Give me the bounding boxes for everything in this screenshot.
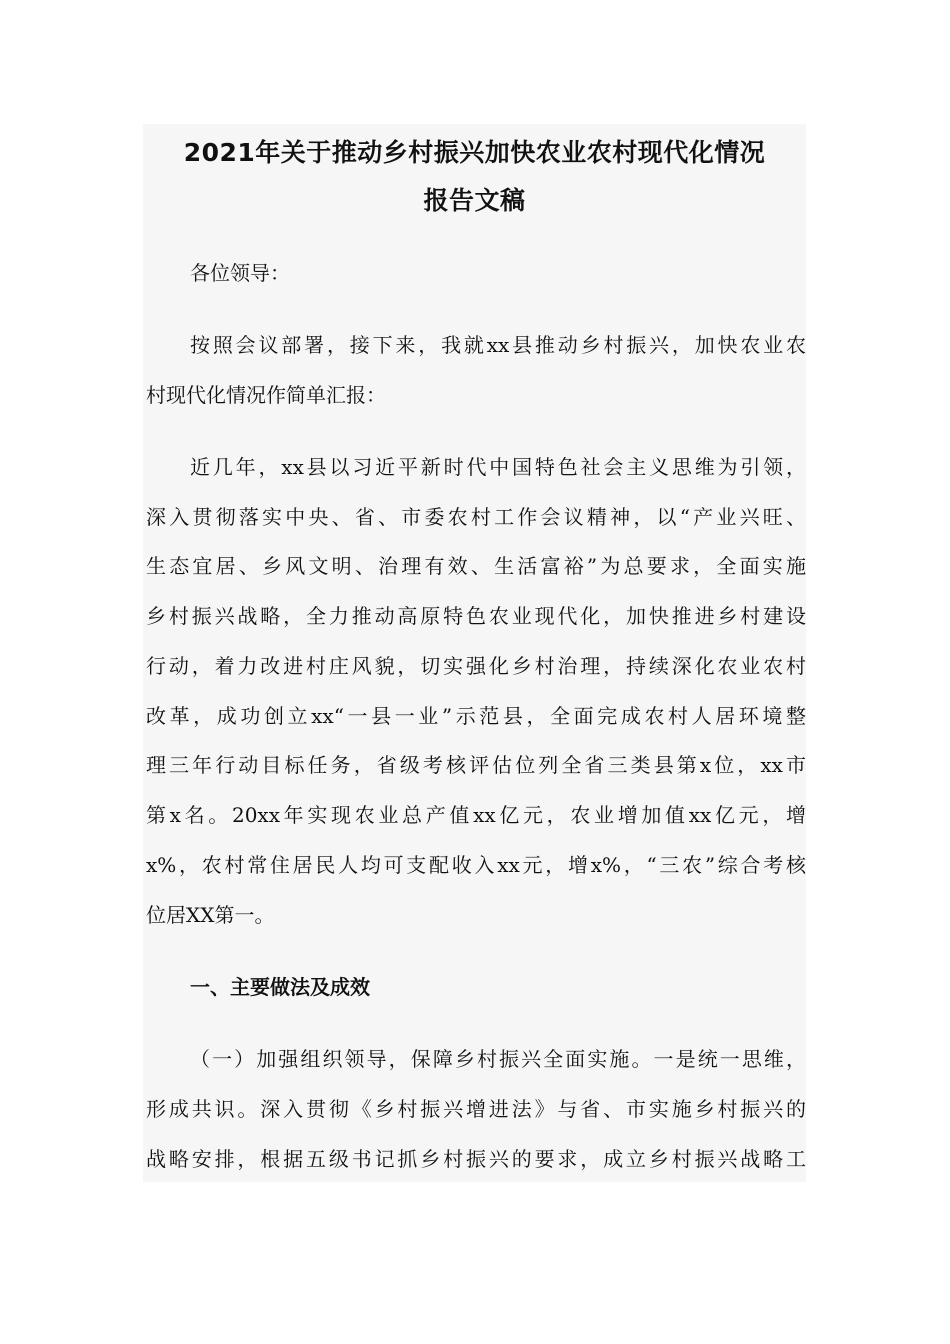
overview-line: 乡村振兴战略，全力推动高原特色农业现代化，加快推进乡村建设 bbox=[146, 604, 806, 628]
overview-line: 行动，着力改进村庄风貌，切实强化乡村治理，持续深化农业农村 bbox=[146, 654, 806, 678]
section-heading: 一、主要做法及成效 bbox=[190, 975, 370, 999]
overview-line: x%，农村常住居民人均可支配收入xx元，增x%，“三农”综合考核 bbox=[146, 853, 806, 877]
section-paragraph-line: 战略安排，根据五级书记抓乡村振兴的要求，成立乡村振兴战略工 bbox=[146, 1147, 806, 1171]
intro-line: 按照会议部署，接下来，我就xx县推动乡村振兴，加快农业农 bbox=[190, 333, 806, 357]
document-title-line-1: 2021年关于推动乡村振兴加快农业农村现代化情况 bbox=[183, 138, 766, 167]
section-paragraph-line: 形成共识。深入贯彻《乡村振兴增进法》与省、市实施乡村振兴的 bbox=[146, 1097, 806, 1121]
overview-line: 改革，成功创立xx“一县一业”示范县，全面完成农村人居环境整 bbox=[146, 704, 806, 728]
salutation: 各位领导： bbox=[190, 261, 290, 285]
overview-line: 位居XX第一。 bbox=[146, 903, 275, 927]
overview-line: 第x名。20xx年实现农业总产值xx亿元，农业增加值xx亿元，增 bbox=[146, 803, 806, 827]
overview-line: 深入贯彻落实中央、省、市委农村工作会议精神，以“产业兴旺、 bbox=[146, 505, 806, 529]
document-title-line-2: 报告文稿 bbox=[423, 186, 526, 215]
intro-line: 村现代化情况作简单汇报： bbox=[146, 383, 386, 407]
overview-line: 近几年，xx县以习近平新时代中国特色社会主义思维为引领， bbox=[190, 455, 806, 479]
overview-line: 生态宜居、乡风文明、治理有效、生活富裕”为总要求，全面实施 bbox=[146, 554, 806, 578]
overview-line: 理三年行动目标任务，省级考核评估位列全省三类县第x位，xx市 bbox=[146, 753, 806, 777]
section-paragraph-line: （一）加强组织领导，保障乡村振兴全面实施。一是统一思维， bbox=[190, 1047, 806, 1071]
